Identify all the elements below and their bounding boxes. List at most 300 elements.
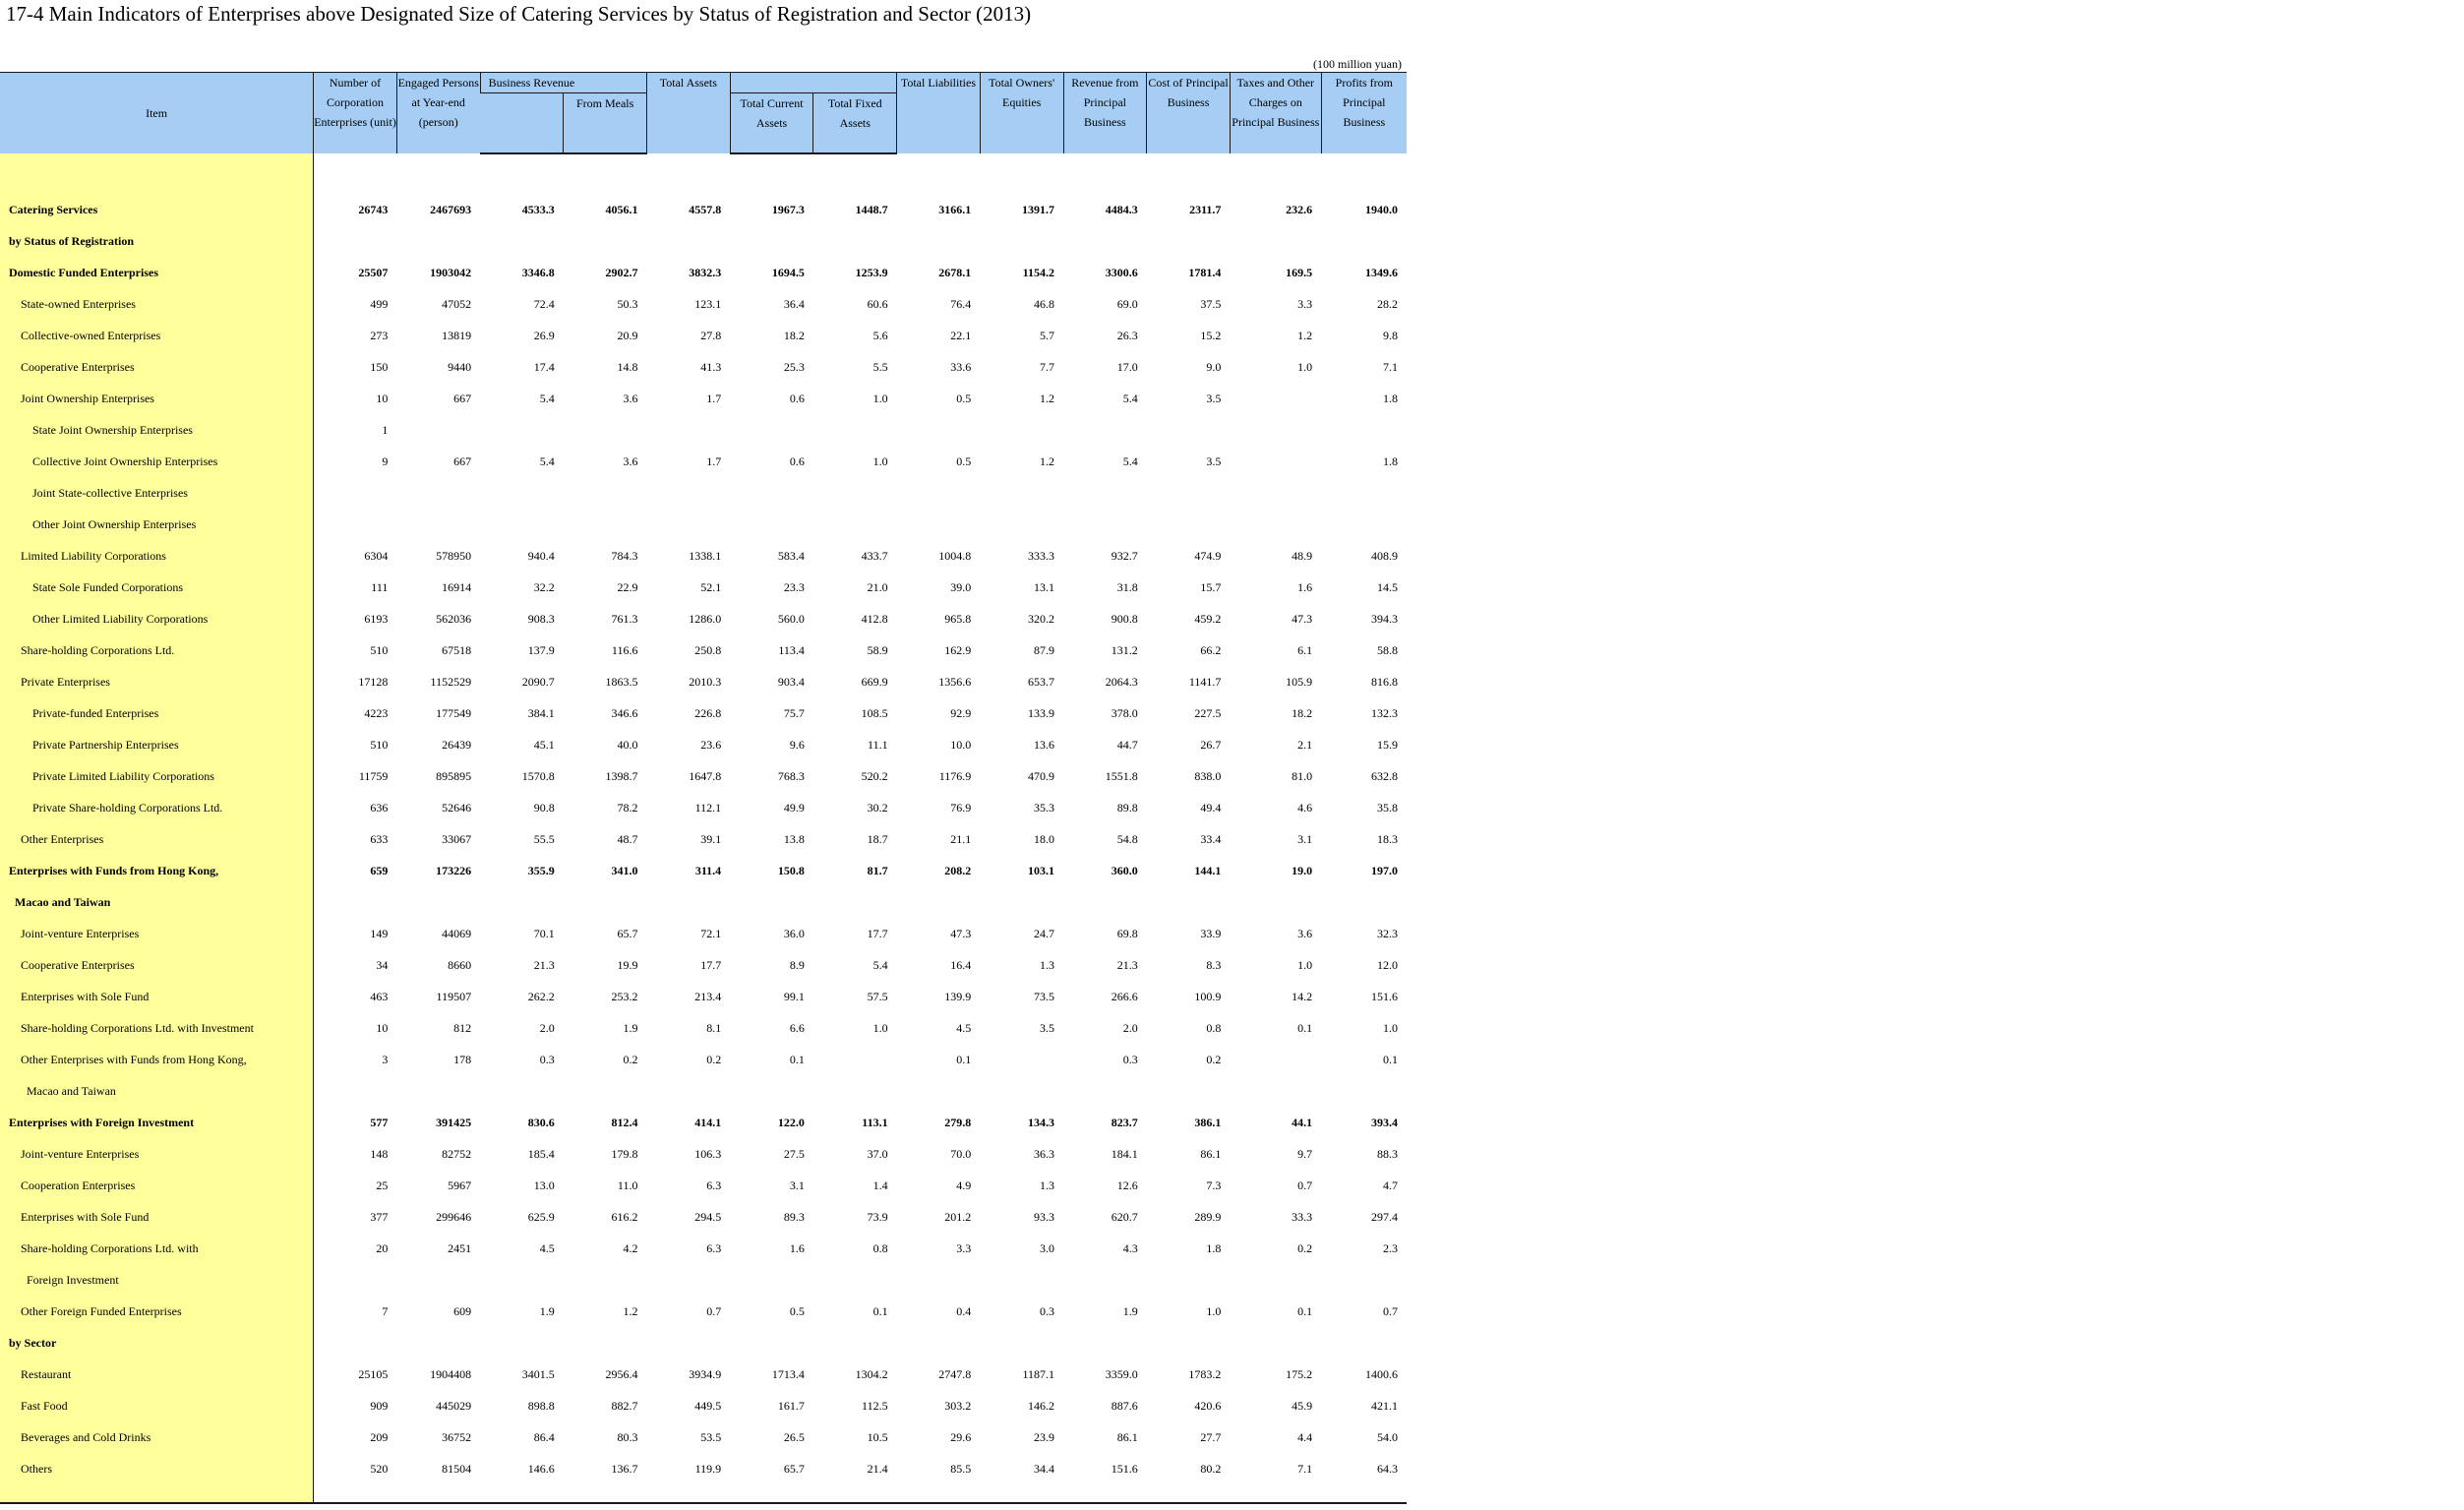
row-value: 414.1 [694,1115,722,1129]
table-row [0,1359,1407,1390]
row-value: 92.9 [950,705,972,720]
table-row [0,477,1407,509]
row-value: 173226 [436,863,472,877]
row-value: 26.5 [783,1429,805,1444]
row-value [480,1327,564,1359]
row-value [980,509,1063,540]
row-value [813,414,897,446]
row-value: 311.4 [694,863,722,877]
row-value [1063,1075,1147,1107]
row-value: 108.5 [861,705,888,720]
row-value [1063,414,1147,446]
row-value: 2.3 [1383,1240,1398,1255]
table-title: 17-4 Main Indicators of Enterprises above Designated Size of Catering Services by Status of Registration and Sector (2013) [6,2,1032,26]
row-value: 54.0 [1377,1429,1398,1444]
table-row [0,1201,1407,1233]
row-value: 4.5 [539,1240,555,1255]
row-value: 5.7 [1040,328,1054,342]
row-value [480,509,564,540]
indicator-table [0,72,1407,1510]
row-value: 1.8 [1383,391,1398,405]
row-value: 81.7 [867,863,888,877]
row-value [480,225,564,257]
row-value: 2956.4 [605,1366,638,1381]
row-value: 1.0 [872,391,888,405]
row-value: 297.4 [1371,1209,1398,1224]
row-value: 1176.9 [938,768,972,783]
row-value: 175.2 [1286,1366,1313,1381]
row-value: 34 [376,957,389,972]
row-value: 474.9 [1194,548,1222,563]
row-value: 9.6 [789,737,805,752]
header-taxes-principal: Taxes and Other Charges on Principal Business [1230,73,1321,154]
table-row [0,666,1407,697]
row-label: Macao and Taiwan [0,1075,314,1107]
row-value: 36.0 [783,926,805,940]
table-row [0,823,1407,855]
row-value [1321,509,1407,540]
row-value: 470.9 [1028,768,1054,783]
table-row [0,792,1407,823]
row-value [730,1264,813,1296]
row-value: 8.1 [706,1020,722,1035]
row-value: 65.7 [617,926,638,940]
row-value: 7.7 [1040,359,1054,374]
row-value: 24.7 [1034,926,1054,940]
row-value [813,1044,897,1075]
row-value: 122.0 [777,1115,805,1129]
row-value [1147,1264,1231,1296]
row-value: 151.6 [1371,989,1398,1003]
row-value: 830.6 [527,1115,555,1129]
row-value: 1.0 [1297,957,1313,972]
row-value [564,225,647,257]
row-value [897,225,981,257]
row-value: 18.3 [1377,831,1398,846]
row-value: 412.8 [861,611,888,626]
row-value [396,1327,480,1359]
table-body [0,153,1407,1503]
row-value: 7.1 [1383,359,1398,374]
row-value: 7.1 [1297,1461,1313,1476]
row-value [730,1327,813,1359]
row-value: 4484.3 [1105,202,1138,216]
row-value: 161.7 [777,1398,805,1413]
row-value [396,414,480,446]
row-value: 27.8 [700,328,722,342]
row-label: Collective-owned Enterprises [0,320,314,351]
row-value [396,477,480,509]
table-row [0,949,1407,981]
row-value [314,1327,397,1359]
row-value: 445029 [436,1398,472,1413]
row-value: 4.7 [1383,1178,1398,1192]
table-row [0,603,1407,634]
row-value: 184.1 [1111,1146,1138,1161]
row-value: 1398.7 [605,768,638,783]
table-row [0,729,1407,760]
row-value: 408.9 [1371,548,1398,563]
row-value: 226.8 [694,705,722,720]
row-value: 1783.2 [1188,1366,1222,1381]
row-value: 41.3 [700,359,722,374]
row-value: 4223 [364,705,389,720]
row-value: 58.8 [1377,642,1398,657]
row-value [314,225,397,257]
row-value [1063,1264,1147,1296]
row-value: 0.2 [1297,1240,1313,1255]
row-value [897,509,981,540]
row-value [1230,414,1321,446]
row-value: 10 [376,391,389,405]
row-value [980,414,1063,446]
row-value: 4.5 [956,1020,972,1035]
row-value [1063,225,1147,257]
row-value: 1781.4 [1188,265,1222,279]
row-value: 2747.8 [938,1366,972,1381]
row-value: 144.1 [1194,863,1222,877]
table-row [0,1264,1407,1296]
row-value: 27.7 [1200,1429,1222,1444]
row-value: 3.6 [623,453,638,468]
table-row [0,1107,1407,1138]
row-value: 20 [376,1240,389,1255]
row-value: 137.9 [527,642,555,657]
row-value: 4.4 [1297,1429,1313,1444]
row-value: 562036 [436,611,472,626]
row-value: 1.2 [1297,328,1313,342]
row-label: Limited Liability Corporations [0,540,314,572]
row-value: 9440 [448,359,472,374]
row-value: 33.6 [950,359,972,374]
row-label: by Status of Registration [0,225,314,257]
table-row [0,1170,1407,1201]
row-value: 3.6 [1297,926,1313,940]
row-value: 3.0 [1040,1240,1054,1255]
row-label: Enterprises with Sole Fund [0,1201,314,1233]
row-value: 1.6 [1297,579,1313,594]
row-value: 5967 [448,1178,472,1192]
row-value: 609 [453,1303,472,1318]
row-value [396,509,480,540]
row-label: Other Limited Liability Corporations [0,603,314,634]
row-value: 8660 [448,957,472,972]
row-value: 0.7 [706,1303,722,1318]
row-value: 1.3 [1040,1178,1054,1192]
row-value: 75.7 [783,705,805,720]
row-value [1147,414,1231,446]
row-value: 391425 [436,1115,472,1129]
row-value [646,477,730,509]
row-value: 3359.0 [1105,1366,1138,1381]
row-value: 17.7 [867,926,888,940]
row-label: Other Joint Ownership Enterprises [0,509,314,540]
row-value: 15.2 [1200,328,1222,342]
row-value: 162.9 [944,642,972,657]
row-value: 76.9 [950,800,972,815]
row-value: 52.1 [700,579,722,594]
row-label: Enterprises with Sole Fund [0,981,314,1012]
row-value [564,477,647,509]
row-value: 3401.5 [521,1366,555,1381]
row-value: 89.8 [1116,800,1138,815]
row-value: 209 [370,1429,389,1444]
row-value: 177549 [436,705,472,720]
row-value: 7 [382,1303,389,1318]
table-row [0,918,1407,949]
row-value: 14.2 [1292,989,1313,1003]
row-value: 33067 [442,831,472,846]
row-label: Restaurant [0,1359,314,1390]
row-value: 784.3 [611,548,638,563]
row-value: 11.0 [617,1178,638,1192]
row-value: 1338.1 [689,548,722,563]
row-value: 12.0 [1377,957,1398,972]
row-value: 17128 [358,674,389,689]
row-value [1230,446,1321,477]
row-value: 932.7 [1111,548,1138,563]
table-row [0,1233,1407,1264]
row-value: 32.3 [1377,926,1398,940]
row-value: 185.4 [527,1146,555,1161]
row-value: 1.2 [1040,453,1054,468]
row-value: 299646 [436,1209,472,1224]
row-value: 6.6 [789,1020,805,1035]
row-value: 19.0 [1292,863,1313,877]
header-profits-principal: Profits from Principal Business [1321,73,1407,154]
row-value: 320.2 [1028,611,1054,626]
row-value: 1004.8 [938,548,972,563]
table-row [0,634,1407,666]
row-value: 1.2 [623,1303,638,1318]
row-value: 86.4 [533,1429,555,1444]
row-value: 0.6 [789,453,805,468]
row-value [730,477,813,509]
row-value [480,414,564,446]
row-value: 3.5 [1040,1020,1054,1035]
row-value: 85.5 [950,1461,972,1476]
row-label: Cooperative Enterprises [0,949,314,981]
row-value [1147,509,1231,540]
row-value: 1.0 [872,1020,888,1035]
row-value: 360.0 [1111,863,1138,877]
row-value: 1349.6 [1365,265,1398,279]
row-value [1230,1075,1321,1107]
row-value: 119507 [436,989,472,1003]
row-value: 262.2 [527,989,555,1003]
row-value: 28.2 [1377,296,1398,311]
row-label: Joint State-collective Enterprises [0,477,314,509]
row-label: Other Enterprises [0,823,314,855]
row-value: 3.3 [1297,296,1313,311]
row-value [1147,1075,1231,1107]
row-value: 113.4 [778,642,805,657]
row-value [980,225,1063,257]
row-value: 1.9 [539,1303,555,1318]
row-value: 333.3 [1028,548,1054,563]
row-value: 9 [382,453,389,468]
table-row [0,1138,1407,1170]
row-value: 669.9 [861,674,888,689]
row-value: 1.6 [789,1240,805,1255]
row-value: 4.3 [1122,1240,1138,1255]
row-value: 463 [370,989,389,1003]
row-value: 393.4 [1371,1115,1398,1129]
row-value: 1154.2 [1022,265,1054,279]
row-label: Joint Ownership Enterprises [0,383,314,414]
row-value: 6304 [364,548,389,563]
row-value [813,477,897,509]
row-value: 2064.3 [1105,674,1138,689]
row-value: 667 [453,453,472,468]
row-value: 78.2 [617,800,638,815]
row-value: 2678.1 [938,265,972,279]
row-value [646,1264,730,1296]
row-value: 355.9 [527,863,555,877]
row-value: 1253.9 [855,265,888,279]
row-value: 30.2 [867,800,888,815]
row-value: 2902.7 [605,265,638,279]
row-value: 66.2 [1200,642,1222,657]
row-value: 133.9 [1028,705,1054,720]
row-value: 900.8 [1111,611,1138,626]
row-label: Foreign Investment [0,1264,314,1296]
row-value: 149 [370,926,389,940]
row-value: 23.3 [783,579,805,594]
header-from-meals: From Meals [564,93,647,154]
row-value: 377 [370,1209,389,1224]
row-value [480,1264,564,1296]
table-row [0,540,1407,572]
row-value [897,886,981,918]
row-value: 433.7 [861,548,888,563]
row-value: 3.1 [1297,831,1313,846]
row-value: 1904408 [430,1366,472,1381]
header-total-current-assets: Total Current Assets [730,93,813,154]
row-value [1063,886,1147,918]
row-value: 100.9 [1194,989,1222,1003]
row-value: 136.7 [611,1461,638,1476]
row-value: 2.0 [1122,1020,1138,1035]
row-value: 29.6 [950,1429,972,1444]
row-value: 25507 [358,265,389,279]
row-value: 510 [370,737,389,752]
row-label: Share-holding Corporations Ltd. with [0,1233,314,1264]
row-value: 0.1 [1383,1052,1398,1066]
row-value [646,886,730,918]
row-value: 653.7 [1028,674,1054,689]
row-value: 3300.6 [1105,265,1138,279]
row-value: 15.9 [1377,737,1398,752]
row-value: 34.4 [1034,1461,1054,1476]
row-value: 49.4 [1200,800,1222,815]
row-value: 21.3 [1116,957,1138,972]
row-value: 816.8 [1371,674,1398,689]
row-value [980,1327,1063,1359]
row-value: 632.8 [1371,768,1398,783]
row-value: 294.5 [694,1209,722,1224]
row-label: Macao and Taiwan [0,886,314,918]
row-value: 0.1 [789,1052,805,1066]
row-value: 378.0 [1111,705,1138,720]
row-value: 5.4 [539,391,555,405]
row-value: 44.1 [1292,1115,1313,1129]
row-value: 761.3 [611,611,638,626]
row-value [480,1075,564,1107]
row-value: 48.9 [1292,548,1313,563]
row-value: 36.3 [1034,1146,1054,1161]
row-value: 2451 [448,1240,472,1255]
row-value: 940.4 [527,548,555,563]
row-label: Private Partnership Enterprises [0,729,314,760]
row-value [813,1075,897,1107]
row-value [897,414,981,446]
header-total-liabilities: Total Liabilities [897,73,981,154]
row-value [730,225,813,257]
row-value: 232.6 [1286,202,1313,216]
row-label: Enterprises with Funds from Hong Kong, [0,855,314,886]
row-value: 909 [370,1398,389,1413]
row-value: 13819 [442,328,472,342]
row-value: 0.2 [1206,1052,1222,1066]
row-value [980,1264,1063,1296]
row-value: 10.0 [950,737,972,752]
row-value: 81.0 [1292,768,1313,783]
bottom-pad-row [0,1484,1407,1503]
row-value: 1903042 [430,265,472,279]
row-value [314,1075,397,1107]
row-value: 520.2 [861,768,888,783]
row-value: 250.8 [694,642,722,657]
row-value [1063,477,1147,509]
row-value: 50.3 [617,296,638,311]
row-value: 22.1 [950,328,972,342]
row-value: 616.2 [611,1209,638,1224]
row-value: 2090.7 [521,674,555,689]
row-value: 82752 [442,1146,472,1161]
row-label: Joint-venture Enterprises [0,1138,314,1170]
row-value: 35.8 [1377,800,1398,815]
row-value: 65.7 [783,1461,805,1476]
row-value: 620.7 [1111,1209,1138,1224]
row-value: 1448.7 [855,202,888,216]
row-value: 1570.8 [521,768,555,783]
row-value: 55.5 [533,831,555,846]
row-value: 636 [370,800,389,815]
row-value: 131.2 [1111,642,1138,657]
row-value: 44.7 [1116,737,1138,752]
row-value: 1.7 [706,391,722,405]
row-value: 0.5 [789,1303,805,1318]
row-value: 45.1 [533,737,555,752]
row-value: 1152529 [430,674,472,689]
row-value: 73.9 [867,1209,888,1224]
row-value [1230,383,1321,414]
row-value: 45.9 [1292,1398,1313,1413]
row-value: 72.1 [700,926,722,940]
row-value: 895895 [436,768,472,783]
row-value: 882.7 [611,1398,638,1413]
row-value: 3346.8 [521,265,555,279]
row-value [564,1075,647,1107]
row-value: 20.9 [617,328,638,342]
row-value: 394.3 [1371,611,1398,626]
row-label: Cooperation Enterprises [0,1170,314,1201]
row-value: 18.7 [867,831,888,846]
row-value [1321,414,1407,446]
row-value [730,1075,813,1107]
row-value: 1356.6 [938,674,972,689]
